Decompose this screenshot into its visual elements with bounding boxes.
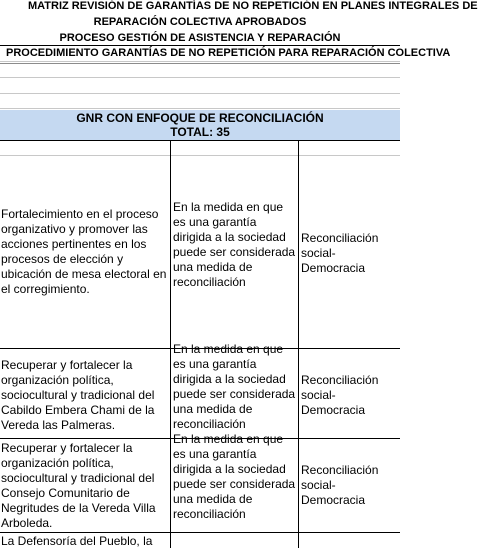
table-cell-description: Fortalecimiento en el proceso organizativo y promover las acciones pertinentes en los procesos de elección y ubicación de mesa electoral en el corregimiento. xyxy=(1,207,167,296)
process-title: PROCESO GESTIÓN DE ASISTENCIA Y REPARACIÓN xyxy=(59,32,341,44)
grid-line xyxy=(0,77,400,78)
table-cell-justification xyxy=(173,534,297,548)
table-cell-justification: En la medida en que es una garantía dirigida a la sociedad puede ser considerada una medida de reconciliación xyxy=(173,432,296,521)
table-top-border xyxy=(0,140,400,141)
table-cell-justification: En la medida en que es una garantía dirigida a la sociedad puede ser considerada una medida de reconciliación xyxy=(173,200,296,289)
table-cell-category: Reconciliación social-Democracia xyxy=(301,231,379,275)
header-border xyxy=(0,45,400,46)
procedure-title: PROCEDIMIENTO GARANTÍAS DE NO REPETICIÓN PARA REPARACIÓN COLECTIVA xyxy=(6,47,451,59)
grid-line xyxy=(0,93,400,94)
table-cell-justification: En la medida en que es una garantía dirigida a la sociedad puede ser considerada una medida de reconciliación xyxy=(173,342,296,431)
grid-line xyxy=(0,61,400,62)
section-total: TOTAL: 35 xyxy=(0,126,400,140)
column-border xyxy=(170,140,171,548)
table-cell-category: Reconciliación social-Democracia xyxy=(301,373,379,417)
row-border xyxy=(0,532,400,533)
table-cell-description: Recuperar y fortalecer la organización política, sociocultural y tradicional del Cabildo Embera Chami de la Vereda las Palmeras. xyxy=(1,358,155,432)
table-cell-description: Recuperar y fortalecer la organización política, sociocultural y tradicional del Consejo Comunitario de Negritudes de la Vereda Villa Arboleda. xyxy=(1,441,156,530)
grid-line xyxy=(0,155,400,156)
matrix-title-line-1: MATRIZ REVISIÓN DE GARANTÍAS DE NO REPETICIÓN EN PLANES INTEGRALES DE xyxy=(28,0,478,12)
matrix-title-line-2: REPARACIÓN COLECTIVA APROBADOS xyxy=(93,16,307,28)
grid-line xyxy=(0,108,400,109)
table-cell-category: Reconciliación social-Democracia xyxy=(301,463,379,507)
section-title: GNR CON ENFOQUE DE RECONCILIACIÓN xyxy=(0,110,400,126)
column-border xyxy=(298,140,299,548)
grid-line xyxy=(0,63,400,64)
table-cell-description: La Defensoría del Pueblo, la xyxy=(1,534,153,548)
table-cell-category xyxy=(301,534,399,548)
